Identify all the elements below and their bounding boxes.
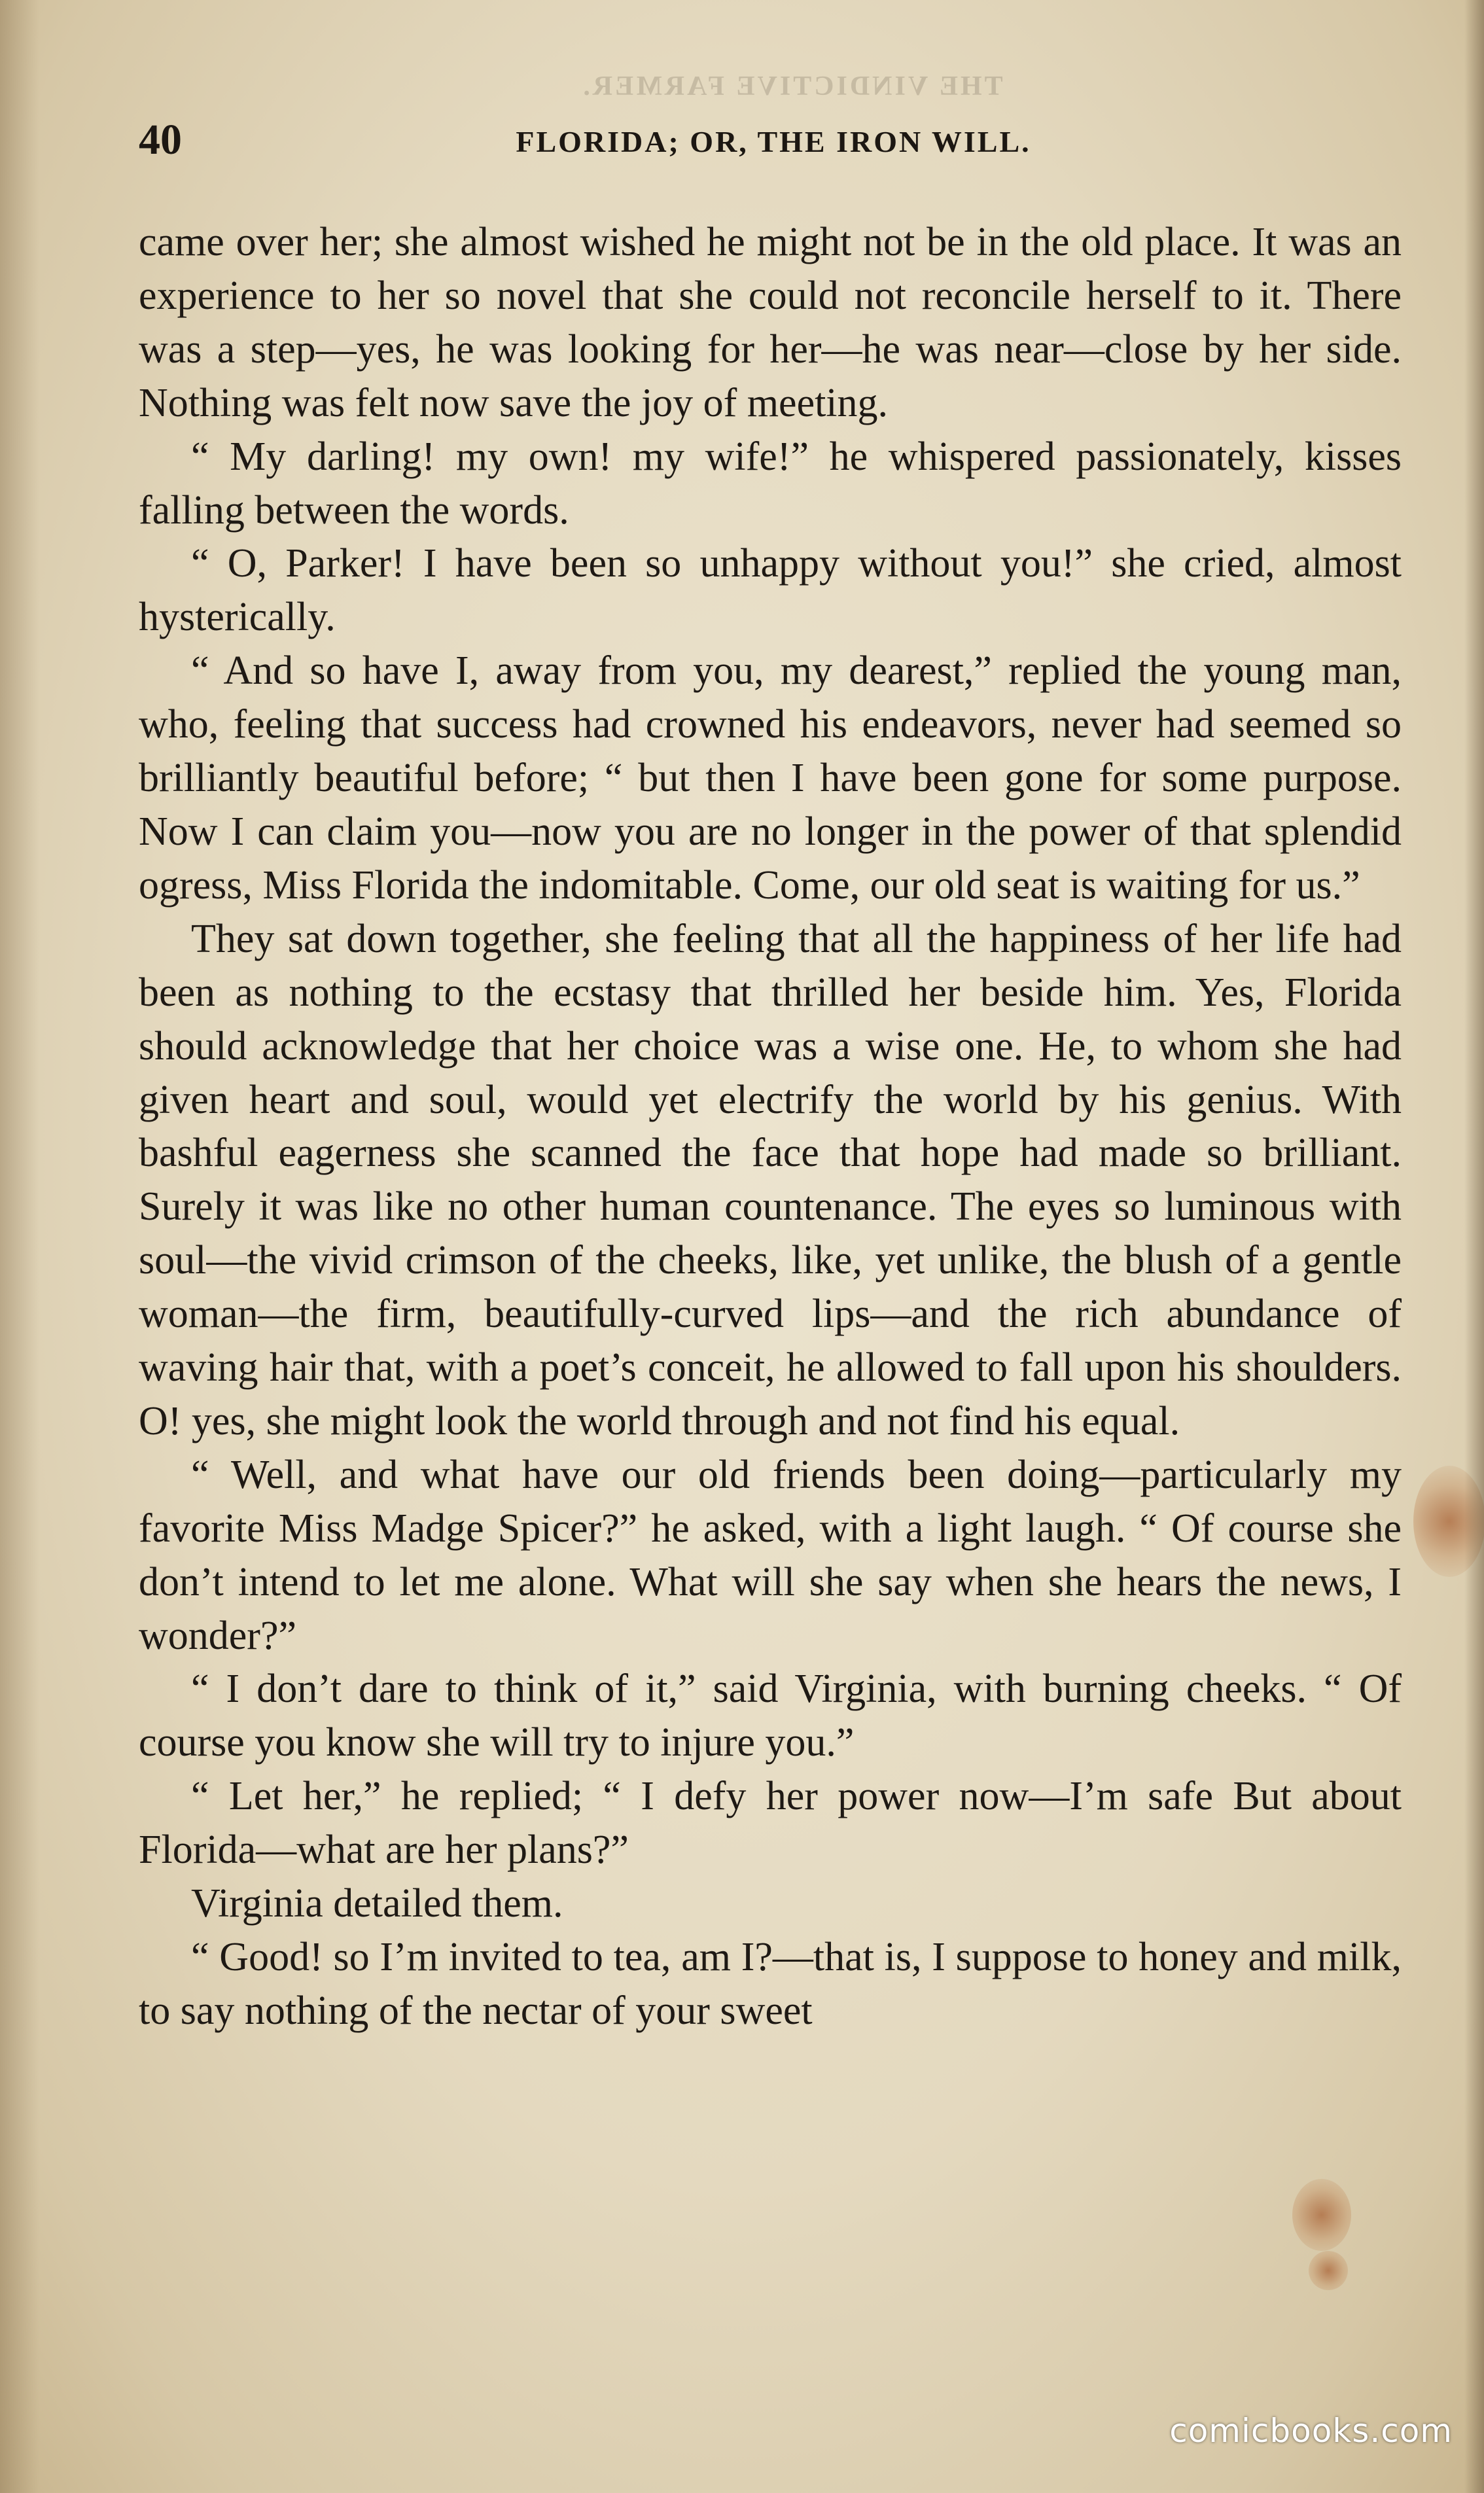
page-header bbox=[139, 115, 1408, 174]
paragraph: came over her; she almost wished he might not be in the old place. It was an experience to her so novel that she could not reconcile herself to it. There was a step—yes, he was looking for her—he was near—close by her side. Nothing was felt now save the joy of meeting. bbox=[139, 220, 1402, 425]
paragraph: “ O, Parker! I have been so unhappy without you!” she cried, almost hysterically. bbox=[139, 541, 1402, 640]
paragraph: “ Good! so I’m invited to tea, am I?—that is, I suppose to honey and milk, to say nothing of the nectar of your sweet bbox=[139, 1935, 1402, 2033]
paragraph: “ Well, and what have our old friends been doing—particularly my favorite Miss Madge Spicer?” he asked, with a light laugh. “ Of course she don’t intend to let me alone. What will she say when she hears the news, I wonder?” bbox=[139, 1452, 1402, 1658]
bleed-through-text: THE VINDICTIVE FARMER. bbox=[580, 71, 1003, 101]
paragraph: “ I don’t dare to think of it,” said Virginia, with burning cheeks. “ Of course you know she will try to injure you.” bbox=[139, 1667, 1402, 1765]
foxing-stain bbox=[1309, 2251, 1348, 2290]
paragraph: “ Let her,” he replied; “ I defy her power now—I’m safe But about Florida—what are her plans?” bbox=[139, 1774, 1402, 1873]
paragraph: Virginia detailed them. bbox=[191, 1881, 563, 1926]
paragraph: They sat down together, she feeling that all the happiness of her life had been as nothing to the ecstasy that thrilled her beside him. Yes, Florida should acknowledge that her choice was a wise one. He, to whom she had given heart and soul, would yet electrify the world by his genius. With bashful eagerness she scanned the face that hope had made so brilliant. Surely it was like no other human countenance. The eyes so luminous with soul—the vivid crimson of the cheeks, like, yet unlike, the blush of a gentle woman—the firm, beautifully-curved lips—and the rich abundance of waving hair that, with a poet’s conceit, he allowed to fall upon his shoulders. O! yes, she might look the world through and not find his equal. bbox=[139, 916, 1402, 1443]
site-watermark: comicbooks.com bbox=[1169, 2412, 1453, 2450]
foxing-stain bbox=[1292, 2179, 1351, 2251]
body-text bbox=[139, 216, 1402, 2038]
paragraph: “ My darling! my own! my wife!” he whispered passionately, kisses falling between the words. bbox=[139, 434, 1402, 533]
paragraph: “ And so have I, away from you, my dearest,” replied the young man, who, feeling that success had crowned his endeavors, never had seemed so brilliantly beautiful before; “ but then I have been gone for some purpose. Now I can claim you—now you are no longer in the power of that splendid ogress, Miss Florida the indomitable. Come, our old seat is waiting for us.” bbox=[139, 648, 1402, 908]
running-head: FLORIDA; OR, THE IRON WILL. bbox=[516, 125, 1031, 158]
page-number: 40 bbox=[139, 116, 182, 164]
foxing-stain bbox=[1413, 1466, 1484, 1577]
